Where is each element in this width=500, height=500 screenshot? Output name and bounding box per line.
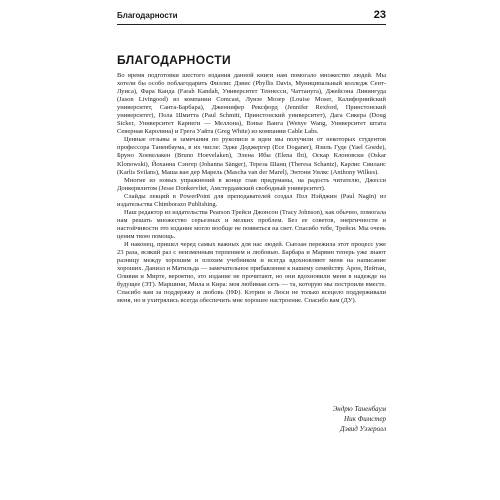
body-text xyxy=(117,72,386,305)
signature-wetherall: Дэвид Уэзеролл xyxy=(340,425,386,433)
section-heading: БЛАГОДАРНОСТИ xyxy=(117,53,231,67)
paragraph-acknowledgements-students: Ценные отзывы и замечания по рукописи и идеи мы получили от некоторых студентов профессора Таненбаума, в их числе: Эдже Доджергер (Ece Doganer), Язиль Гуде (Yael Goede), Бруно Хоевелакен (Bruno Hoevelaken), Элена Ибы (Elena Ibi), Оскар Клоновски (Oskar Klonowski), Йоханна Сэнгер (Johanna Sänger), Тереза Шанц (Theresa Schantz), Карлис Свиланс (Karlis Svilans), Маша ван дер Марель (Mascha van der Marel), Энтони Уилкс (Anthony Wilkes). xyxy=(117,136,386,176)
paragraph-acknowledgements-editor: Наш редактор из издательства Pearson Трейси Джонсон (Tracy Johnson), как обычно, помогала нам решать множество серьезных и мелких проблем. Без ее советов, энергичности и настойчивости это издание могло вообще не появиться на свет. Спасибо тебе, Трейси. Мы очень ценим твою помощь. xyxy=(117,208,386,240)
signature-tanenbaum: Эндрю Таненбаум xyxy=(332,405,386,413)
running-header xyxy=(117,9,386,25)
running-header-title: Благодарности xyxy=(117,11,178,20)
signature-feamster: Ник Фимстер xyxy=(344,415,386,423)
paragraph-acknowledgements-slides: Слайды лекций в PowerPoint для преподавателей создал Пол Нэйджин (Paul Nagin) из издательства Chimborazo Publishing. xyxy=(117,192,386,208)
paragraph-acknowledgements-reviewers: Во время подготовки шестого издания данной книги нам помогало множество людей. Мы хотели бы особо поблагодарить Филлис Дэвис (Phyllis Davis, Муниципальный колледж Сент-Луиса), Фара Канда (Farah Kandah, Университет Теннесси, Чаттануга), Джейсона Ливингуда (Jason Livingood) из компании Comcast, Луизе Мозер (Louise Moser, Калифорнийский университет, Санта-Барбара), Дженнифер Рексфорд (Jennifer Rexford, Принстонский университет), Пола Шмитта (Paul Schmitt, Принстонский университет), Дага Сикера (Doug Sicker, Университет Карнеги — Меллона), Вэнье Ванга (Wenye Wang, Университет штата Северная Каролина) и Грега Уайта (Greg White) из компании Cable Labs. xyxy=(117,72,386,136)
author-signatures xyxy=(333,404,386,434)
paragraph-acknowledgements-family: И наконец, пришел черед самых важных для нас людей. Сьюзан пережила этот процесс уже 23 раза, всякий раз с неизменным терпением и любовью. Барбара и Марвин теперь уже знают разницу между хорошим и плохим учебником и всегда вдохновляют меня на написание хороших. Даниэл и Матильда — замечательное прибавление к нашему семейству. Арон, Нейтан, Оливия и Мирте, вероятно, это издание не прочитают, но они вдохновили меня в надежде на будущее (ЭТ). Маршини, Мила и Кира: моя любимая сеть — та, которую мы построили вместе. Спасибо вам за поддержку и любовь (НФ). Кэтрин и Люси не только всецело поддерживали меня, но и ухитрялись всегда обеспечить мне хорошее настроение. Спасибо вам (ДУ). xyxy=(117,240,386,305)
paragraph-acknowledgements-exercises: Многие из новых упражнений в конце глав придуманы, на радость читателю, Джесси Донкервлитом (Jesse Donkervliet, Амстердамский свободный университет). xyxy=(117,176,386,192)
page-number: 23 xyxy=(373,9,386,21)
